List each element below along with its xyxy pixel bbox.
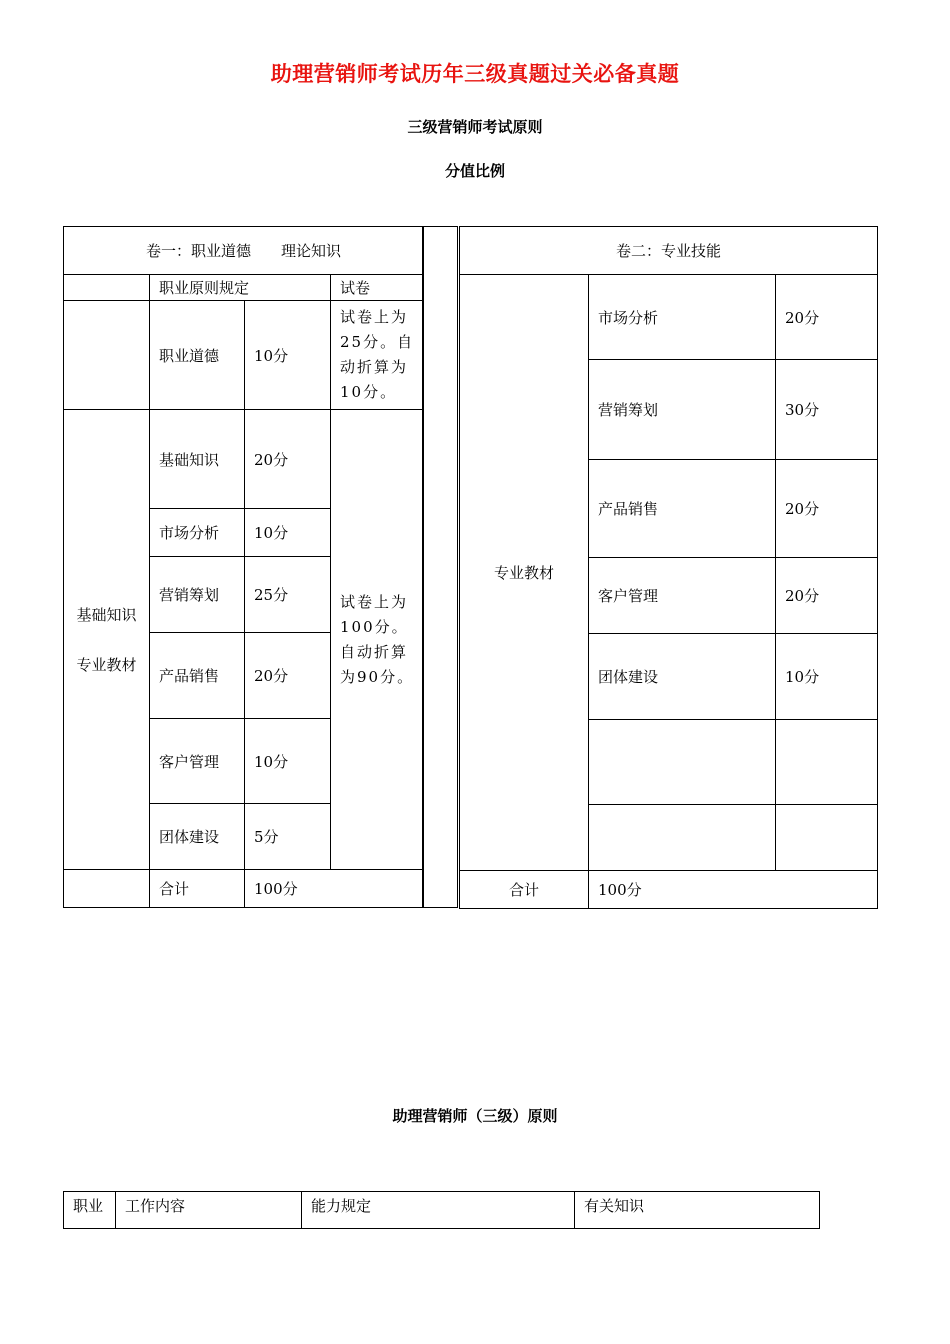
empty-cell: [589, 720, 776, 805]
empty-cell: [776, 805, 878, 871]
empty-cell: [589, 805, 776, 871]
table-divider-column: [422, 226, 458, 908]
standards-header-cell: 有关知识: [575, 1192, 820, 1229]
group-label-line: 基础知识: [76, 605, 137, 624]
standards-table: [63, 1191, 820, 1229]
standards-header-cell: 职业: [64, 1192, 116, 1229]
row-score: 20分: [776, 460, 878, 558]
row-score: 30分: [776, 360, 878, 460]
row-score: 5分: [245, 804, 331, 870]
empty-cell: [64, 275, 150, 301]
total-label: 合计: [150, 870, 245, 908]
row-score: 10分: [245, 719, 331, 804]
ethics-note: 试卷上为25分。自动折算为10分。: [331, 301, 424, 410]
paper2-table: [459, 226, 878, 909]
document-title: 助理营销师考试历年三级真题过关必备真题: [270, 61, 680, 86]
total-value: 100分: [245, 870, 424, 908]
row-name: 营销筹划: [150, 557, 245, 633]
row-score: 25分: [245, 557, 331, 633]
standards-header-cell: 工作内容: [116, 1192, 302, 1229]
row-name: 团体建设: [589, 634, 776, 720]
group-label: [64, 410, 150, 870]
paper1-table: [63, 226, 424, 908]
row-name: 营销筹划: [589, 360, 776, 460]
ethics-name: 职业道德: [150, 301, 245, 410]
row-score: 10分: [776, 634, 878, 720]
row-name: 市场分析: [589, 275, 776, 360]
row-score: 20分: [245, 410, 331, 509]
row-name: 市场分析: [150, 509, 245, 557]
row-score: 10分: [245, 509, 331, 557]
group-note: 试卷上为100分。自动折算为90分。: [331, 410, 424, 870]
row-name: 团体建设: [150, 804, 245, 870]
standards-header-cell: 能力规定: [302, 1192, 575, 1229]
section-title: 三级营销师考试原则: [407, 118, 543, 136]
row-name: 产品销售: [589, 460, 776, 558]
total-label: 合计: [460, 871, 589, 909]
row-score: 20分: [776, 558, 878, 634]
row-name: 产品销售: [150, 633, 245, 719]
empty-cell: [64, 301, 150, 410]
col-exam-header: 试卷: [331, 275, 424, 301]
group-label-line: 专业教材: [76, 655, 137, 674]
paper2-group-label: 专业教材: [460, 275, 589, 871]
row-score: 20分: [776, 275, 878, 360]
row-score: 20分: [245, 633, 331, 719]
total-value: 100分: [589, 871, 878, 909]
empty-cell: [64, 870, 150, 908]
paper1-header: 卷一：职业道德 理论知识: [64, 227, 424, 275]
standards-title: 助理营销师（三级）原则: [392, 1107, 558, 1125]
ethics-score: 10分: [245, 301, 331, 410]
row-name: 客户管理: [150, 719, 245, 804]
col-rules-header: 职业原则规定: [150, 275, 331, 301]
empty-cell: [776, 720, 878, 805]
paper2-header: 卷二：专业技能: [460, 227, 878, 275]
row-name: 客户管理: [589, 558, 776, 634]
row-name: 基础知识: [150, 410, 245, 509]
section-subtitle: 分值比例: [444, 162, 505, 180]
